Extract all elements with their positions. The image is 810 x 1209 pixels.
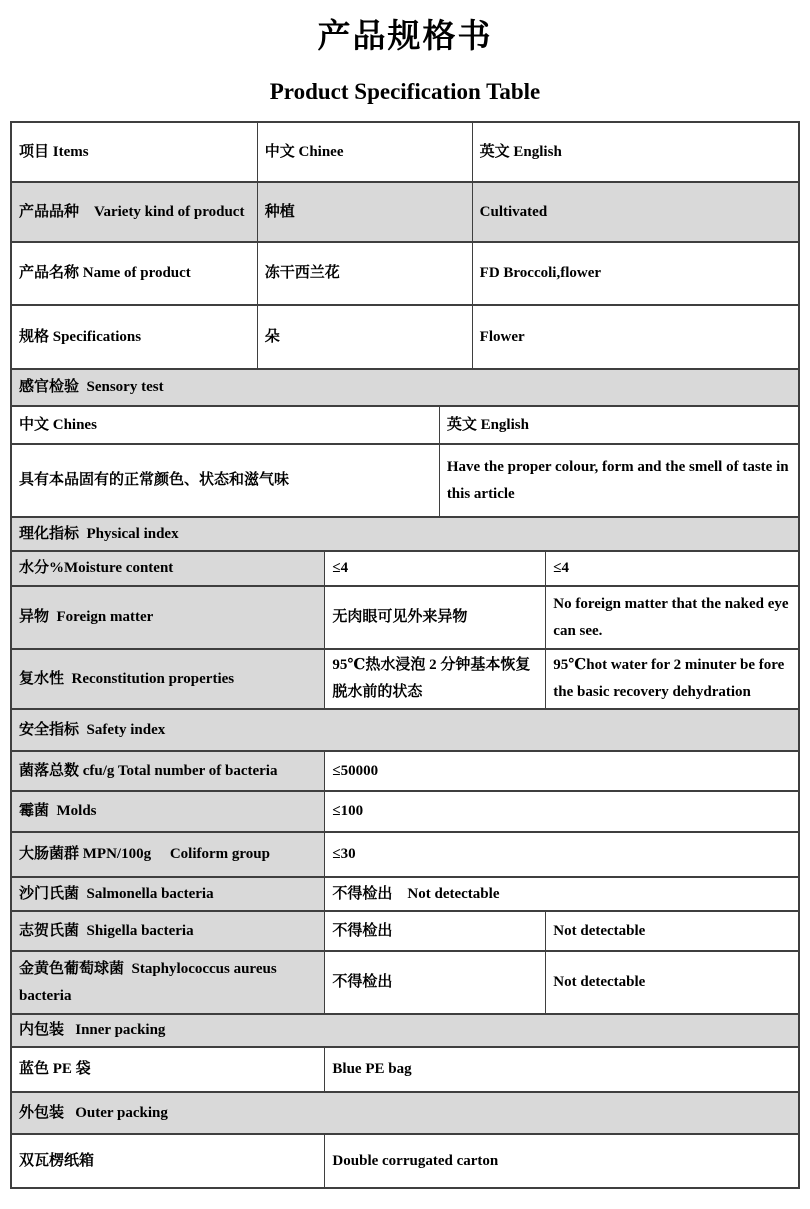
row-reconstitution [12,650,798,710]
safety-section-title: 安全指标 Safety index [12,710,798,750]
row-total-bacteria [12,752,798,792]
header-english: 英文 English [479,143,562,160]
specifications-cn: 朵 [258,306,473,368]
variety-en: Cultivated [473,183,798,241]
row-product-name [12,243,798,306]
foreign-matter-label: 异物 Foreign matter [12,587,325,648]
specifications-en: Flower [479,328,525,345]
salmonella-value: 不得检出 Not detectable [332,885,500,902]
sensory-section-title: 感官检验 Sensory test [12,370,798,405]
row-inner-packing [12,1048,798,1093]
row-specifications [12,306,798,370]
product-name-cn: 冻干西兰花 [258,243,473,304]
moisture-en: ≤4 [553,560,570,576]
outer-packing-cn: 双瓦楞纸箱 [12,1135,325,1187]
variety-label: 产品品种 Variety kind of product [12,183,258,241]
row-coliform-group [12,833,798,878]
salmonella-label: 沙门氏菌 Salmonella bacteria [12,878,325,910]
moisture-cn: ≤4 [325,552,546,585]
inner-packing-cn: 蓝色 PE 袋 [12,1048,325,1091]
page-title-english: Product Specification Table [269,79,541,104]
row-staphylococcus [12,952,798,1015]
specifications-label: 规格 Specifications [12,306,258,368]
row-molds [12,792,798,833]
outer-packing-section-title: 外包装 Outer packing [12,1093,798,1133]
section-safety-index [12,710,798,752]
inner-packing-en: Blue PE bag [332,1061,412,1077]
inner-packing-section-title: 内包装 Inner packing [12,1015,798,1046]
shigella-label: 志贺氏菌 Shigella bacteria [12,912,325,950]
page-title-chinese: 产品规格书 [317,19,493,55]
section-physical-index [12,518,798,552]
section-outer-packing [12,1093,798,1135]
reconstitution-label: 复水性 Reconstitution properties [12,650,325,708]
shigella-cn: 不得检出 [325,912,546,950]
coliform-value: ≤30 [332,846,356,862]
total-bacteria-label: 菌落总数 cfu/g Total number of bacteria [12,752,325,790]
sensory-col-english: 英文 English [446,416,529,433]
product-name-label: 产品名称 Name of product [12,243,258,304]
staphylococcus-en: Not detectable [553,974,646,990]
sensory-desc-en: Have the proper colour, form and the smell of taste in this article [446,458,793,502]
header-chinese: 中文 Chinee [258,123,473,181]
outer-packing-en: Double corrugated carton [332,1152,499,1169]
row-salmonella [12,878,798,912]
moisture-label: 水分%Moisture content [12,552,325,585]
table-header-row [12,123,798,183]
variety-cn: 种植 [258,183,473,241]
shigella-en: Not detectable [553,922,646,939]
physical-section-title: 理化指标 Physical index [12,518,798,550]
row-outer-packing [12,1135,798,1187]
row-moisture [12,552,798,587]
total-bacteria-value: ≤50000 [332,762,379,779]
molds-label: 霉菌 Molds [12,792,325,831]
staphylococcus-cn: 不得检出 [325,952,546,1013]
foreign-matter-cn: 无肉眼可见外来异物 [325,587,546,648]
sensory-desc-cn: 具有本品固有的正常颜色、状态和滋气味 [12,445,440,516]
row-sensory-description [12,445,798,518]
molds-value: ≤100 [332,803,364,819]
sensory-col-chinese: 中文 Chines [12,407,440,443]
product-spec-table [10,121,800,1189]
reconstitution-cn: 95℃热水浸泡 2 分钟基本恢复脱水前的状态 [325,650,546,708]
section-inner-packing [12,1015,798,1048]
staphylococcus-label: 金黄色葡萄球菌 Staphylococcus aureus bacteria [12,952,325,1013]
row-shigella [12,912,798,952]
header-items: 项目 Items [12,123,258,181]
product-name-en: FD Broccoli,flower [479,265,602,281]
foreign-matter-en: No foreign matter that the naked eye can see. [553,595,793,639]
section-sensory-test [12,370,798,407]
reconstitution-en: 95℃hot water for 2 minuter be fore the basic recovery dehydration [553,657,789,700]
row-sensory-columns [12,407,798,445]
row-foreign-matter [12,587,798,650]
row-variety [12,183,798,243]
coliform-label: 大肠菌群 MPN/100g Coliform group [12,833,325,876]
